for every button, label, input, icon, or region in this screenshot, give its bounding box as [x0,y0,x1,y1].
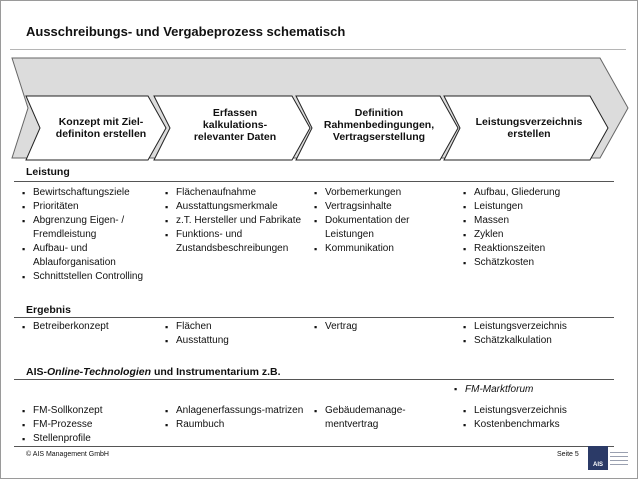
list-item: ▪ Massen [463,214,603,228]
list-item: ▪ Flächen [165,320,305,334]
leistung-col-2 [165,186,305,256]
list-item: ▪ Leistungsverzeichnis [463,320,603,334]
list-item: ▪ z.T. Hersteller und Fabrikate [165,214,305,228]
ais-heading-suffix: und Instrumentarium z.B. [151,366,281,378]
list-item: ▪ Leistungen [463,200,603,214]
ergebnis-col-2 [165,320,305,348]
list-item: ▪ Leistungsverzeichnis [463,404,603,418]
list-item: ▪ Prioritäten [22,200,150,214]
ais-heading-prefix: AIS- [26,366,47,378]
list-item: ▪ Abgrenzung Eigen- / Fremdleistung [22,214,150,242]
step-2-label: Erfassen kalkulations- relevanter Daten [193,107,277,143]
section-divider [14,379,614,380]
footer-copyright: © AIS Management GmbH [26,451,109,458]
list-item: ▪ Anlagenerfassungs-matrizen [165,404,305,418]
list-item: ▪ Ausstattung [165,334,305,348]
list-item: ▪ Dokumentation der Leistungen [314,214,434,242]
leistung-col-1 [22,186,150,284]
list-item: ▪ Bewirtschaftungsziele [22,186,150,200]
leistung-col-4 [463,186,603,270]
fm-marktforum: ▪ FM-Marktforum [465,384,533,395]
list-item: ▪ FM-Prozesse [22,418,150,432]
step-3-label: Definition Rahmenbedingungen, Vertragserstellung [323,107,435,143]
page-title: Ausschreibungs- und Vergabeprozess schematisch [26,24,346,39]
ergebnis-col-1 [22,320,150,334]
ergebnis-col-4 [463,320,603,348]
list-item: ▪ Vorbemerkungen [314,186,434,200]
ergebnis-col-3 [314,320,434,334]
list-item: ▪ Vertragsinhalte [314,200,434,214]
section-divider [14,317,614,318]
list-item: ▪ Betreiberkonzept [22,320,150,334]
list-item: ▪ Schätzkalkulation [463,334,603,348]
list-item: ▪ Funktions- und Zustandsbeschreibungen [165,228,305,256]
ais-col-3 [314,404,434,432]
list-item: ▪ Schätzkosten [463,256,603,270]
list-item: ▪ Aufbau- und Ablauforganisation [22,242,150,270]
section-heading-ergebnis: Ergebnis [26,304,71,316]
section-heading-leistung: Leistung [26,166,70,178]
leistung-col-3 [314,186,434,256]
list-item: ▪ Vertrag [314,320,434,334]
list-item: ▪ FM-Sollkonzept [22,404,150,418]
step-1-label: Konzept mit Ziel- definiton erstellen [55,116,147,140]
list-item: ▪ Schnittstellen Controlling [22,270,150,284]
list-item: ▪ Gebäudemanage-mentvertrag [314,404,434,432]
list-item: ▪ Zyklen [463,228,603,242]
list-item: ▪ Aufbau, Gliederung [463,186,603,200]
list-item: ▪ Flächenaufnahme [165,186,305,200]
ais-heading-italic: Online-Technologien [47,366,152,378]
list-item: ▪ Reaktionszeiten [463,242,603,256]
list-item: ▪ Kostenbenchmarks [463,418,603,432]
footer-page-number: Seite 5 [557,451,579,458]
logo-decoration [610,452,628,468]
footer-divider [14,446,614,447]
ais-col-4 [463,404,603,432]
ais-logo: AIS [588,446,608,470]
ais-col-2 [165,404,305,432]
ais-col-1 [22,404,150,446]
list-item: ▪ Stellenprofile [22,432,150,446]
list-item: ▪ Raumbuch [165,418,305,432]
section-divider [14,181,614,182]
step-4-label: Leistungsverzeichnis erstellen [475,116,583,140]
list-item: ▪ Kommunikation [314,242,434,256]
list-item: ▪ Ausstattungsmerkmale [165,200,305,214]
section-heading-ais [26,366,281,378]
